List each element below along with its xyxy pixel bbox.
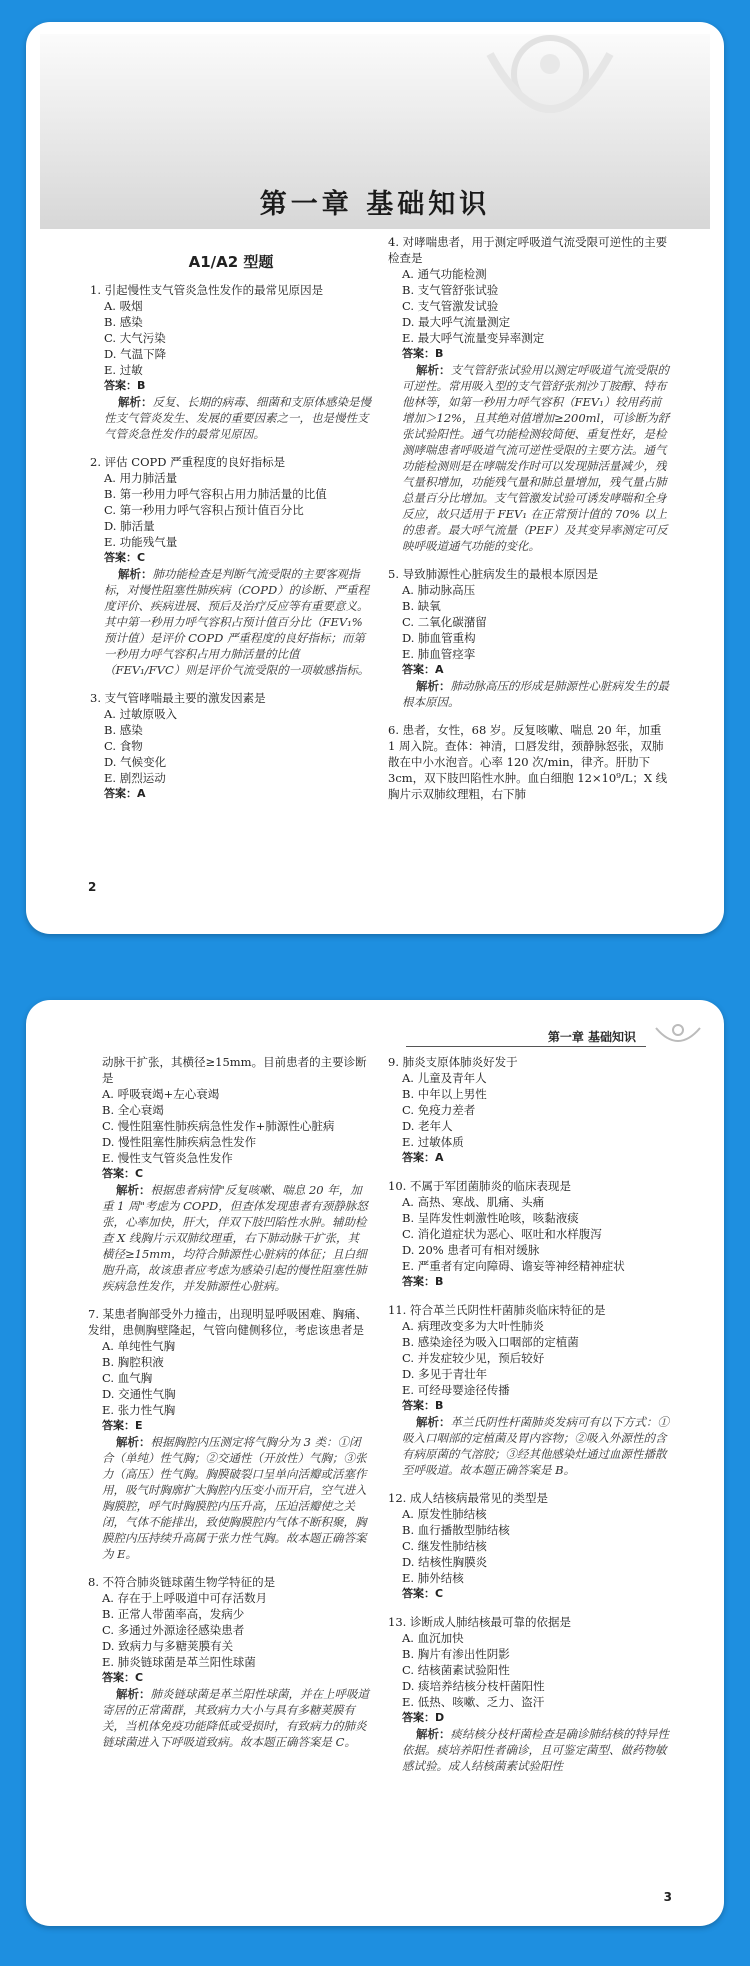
answer-key: 答案：D	[402, 1711, 445, 1724]
question-block	[88, 1306, 370, 1562]
answer-option: D. 肺活量	[104, 519, 155, 533]
header-title: 第一章 基础知识	[547, 1030, 636, 1044]
question-text: 8. 不符合肺炎链球菌生物学特征的是	[88, 1575, 276, 1589]
explanation	[90, 394, 372, 442]
answer-option: E. 张力性气胸	[102, 1403, 176, 1417]
explanation-label: 解析：	[416, 679, 451, 693]
answer-option: A. 原发性肺结核	[402, 1507, 487, 1521]
answer-option: D. 肺血管重构	[402, 631, 476, 645]
answer-option: C. 支气管激发试验	[402, 299, 499, 313]
right-column	[388, 234, 670, 802]
question-block	[388, 722, 670, 802]
answer-option: D. 慢性阻塞性肺疾病急性发作	[102, 1135, 257, 1149]
answer-option: E. 最大呼气流量变异率测定	[402, 331, 545, 345]
right-column	[388, 1054, 670, 1774]
answer-option: B. 呈阵发性刺激性呛咳，咳黏液痰	[402, 1211, 579, 1225]
answer-option: D. 气温下降	[104, 347, 167, 361]
answer-option: C. 消化道症状为恶心、呕吐和水样腹泻	[402, 1227, 602, 1241]
answer-option: D. 痰培养结核分枝杆菌阳性	[402, 1679, 545, 1693]
answer-option: C. 并发症较少见，预后较好	[402, 1351, 545, 1365]
answer-option: C. 结核菌素试验阳性	[402, 1663, 510, 1677]
answer-option: E. 肺血管痉挛	[402, 647, 476, 661]
explanation-text: 痰结核分枝杆菌检查是确诊肺结核的特异性依据。痰培养阳性者确诊，且可鉴定菌型、做药物敏感试验。成人结核菌素试验阳性	[402, 1727, 669, 1773]
answer-option: A. 过敏原吸入	[104, 707, 178, 721]
question-block	[388, 566, 670, 710]
answer-option: D. 气候变化	[104, 755, 167, 769]
answer-option: A. 单纯性气胸	[102, 1339, 176, 1353]
explanation-text: 支气管舒张试验用以测定呼吸道气流受限的可逆性。常用吸入型的支气管舒张剂沙丁胺醇、特布他林等，如第一秒用力呼气容积（FEV₁）较用药前增加＞12%，且其绝对值增加≥200ml，可诊断为舒张试验阳性。通气功能检测较简便、重复性好，是检测哮喘患者呼吸道气流可逆性受限的主要方法。通气功能检测则是在哮喘发作时可以发现肺活量减少，残气量积增加，功能残气量和肺总量增加，残气量占肺总量百分比增加。支气管激发试验可诱发哮喘和全身反应，故只适用于 FEV₁ 在正常预计值的 70% 以上的患者。最大呼气流量（PEF）及其变异率测定可反映呼吸道通气功能的变化。	[402, 363, 670, 553]
answer-option: A. 肺动脉高压	[402, 583, 476, 597]
running-header	[406, 1026, 706, 1048]
question-block	[88, 1054, 370, 1294]
answer-option: D. 交通性气胸	[102, 1387, 176, 1401]
answer-option: E. 低热、咳嗽、乏力、盗汗	[402, 1695, 545, 1709]
answer-option: E. 剧烈运动	[104, 771, 166, 785]
answer-key: 答案：A	[104, 787, 146, 800]
answer-option: B. 血行播散型肺结核	[402, 1523, 510, 1537]
question-block	[388, 1178, 670, 1290]
page-3	[26, 1000, 724, 1926]
answer-option: C. 血气胸	[102, 1371, 153, 1385]
answer-option: C. 二氧化碳潴留	[402, 615, 487, 629]
explanation-text: 肺动脉高压的形成是肺源性心脏病发生的最根本原因。	[402, 679, 669, 709]
explanation-text: 肺功能检查是判断气流受限的主要客观指标，对慢性阻塞性肺疾病（COPD）的诊断、严重程度评价、疾病进展、预后及治疗反应等有重要意义。其中第一秒用力呼气容积占预计值百分比（FEV₁% 预计值）是评价 COPD 严重程度的良好指标；而第一秒用力呼气容积占用力肺活量的比值（FEV₁/FVC）则是评价气流受限的一项敏感指标。	[104, 567, 370, 677]
answer-key: 答案：C	[402, 1587, 444, 1600]
chapter-title: 第一章 基础知识	[259, 189, 491, 220]
question-text: 1. 引起慢性支气管炎急性发作的最常见原因是	[90, 283, 324, 297]
answer-option: E. 肺炎链球菌是革兰阳性球菌	[102, 1655, 256, 1669]
question-text: 10. 不属于军团菌肺炎的临床表现是	[388, 1179, 571, 1193]
explanation-text: 肺炎链球菌是革兰阳性球菌，并在上呼吸道寄居的正常菌群，其致病力大小与具有多糖荚膜有关，当机体免疫功能降低或受损时，有致病力的肺炎链球菌进入下呼吸道致病。故本题正确答案是 C。	[102, 1687, 369, 1749]
answer-option: C. 大气污染	[104, 331, 166, 345]
answer-option: D. 老年人	[402, 1119, 453, 1133]
answer-option: A. 高热、寒战、肌痛、头痛	[402, 1195, 545, 1209]
answer-option: B. 胸片有渗出性阴影	[402, 1647, 510, 1661]
question-block	[388, 1054, 670, 1166]
answer-key: 答案：A	[402, 663, 444, 676]
answer-option: C. 食物	[104, 739, 143, 753]
answer-option: D. 结核性胸膜炎	[402, 1555, 488, 1569]
question-text: 4. 对哮喘患者，用于测定呼吸道气流受限可逆性的主要检查是	[388, 235, 668, 265]
explanation	[388, 1726, 670, 1774]
question-block	[388, 1490, 670, 1602]
answer-option: D. 20% 患者可有相对缓脉	[402, 1243, 540, 1257]
question-text: 3. 支气管哮喘最主要的激发因素是	[90, 691, 266, 705]
explanation-label: 解析：	[118, 395, 153, 409]
question-block	[388, 234, 670, 554]
explanation	[88, 1686, 370, 1750]
left-column	[90, 244, 372, 802]
answer-key: 答案：B	[402, 347, 444, 360]
question-block	[88, 1574, 370, 1750]
explanation-label: 解析：	[116, 1687, 151, 1701]
answer-option: B. 缺氧	[402, 599, 441, 613]
answer-option: C. 免疫力差者	[402, 1103, 476, 1117]
question-text: 6. 患者，女性，68 岁。反复咳嗽、喘息 20 年，加重 1 周入院。查体：神清，口唇发绀，颈静脉怒张，双肺散在中小水泡音。心率 120 次/min，律齐。肝肋下 3cm，双下肢凹陷性水肿。血白细胞 12×10⁹/L；X 线胸片示双肺纹理粗，右下肺	[388, 723, 668, 801]
answer-key: 答案：C	[102, 1167, 144, 1180]
answer-key: 答案：B	[402, 1275, 444, 1288]
answer-option: B. 感染	[104, 723, 143, 737]
question-block	[90, 690, 372, 802]
page-number: 2	[88, 880, 97, 894]
answer-option: A. 病理改变多为大叶性肺炎	[402, 1319, 545, 1333]
answer-option: A. 用力肺活量	[104, 471, 178, 485]
question-block	[388, 1302, 670, 1478]
explanation	[388, 362, 670, 554]
explanation-text: 根据胸腔内压测定将气胸分为 3 类：①闭合（单纯）性气胸；②交通性（开放性）气胸；③张力（高压）性气胸。胸膜破裂口呈单向活瓣或活塞作用，吸气时胸廓扩大胸腔内压变小而开启，空气进入胸膜腔，呼气时胸膜腔内压升高，压迫活瓣使之关闭，气体不能排出，致使胸膜腔内气体不断积聚，胸膜腔内压持续升高属于张力性气胸。故本题正确答案为 E。	[102, 1435, 367, 1561]
chapter-banner	[40, 34, 710, 229]
explanation-text: 根据患者病情"反复咳嗽、喘息 20 年，加重 1 周"考虑为 COPD，但查体发现患者有颈静脉怒张，心率加快，肝大，伴双下肢凹陷性水肿。辅助检查 X 线胸片示双肺纹理重，右下肺动脉干扩张，其横径≥15mm，均符合肺源性心脏病的体征；且白细胞升高，故该患者应考虑为感染引起的慢性阻塞性肺疾病急性发作，并发肺源性心脏病。	[102, 1183, 368, 1293]
question-block	[388, 1614, 670, 1774]
answer-key: 答案：E	[102, 1419, 143, 1432]
answer-option: A. 血沉加快	[402, 1631, 464, 1645]
answer-option: D. 致病力与多糖荚膜有关	[102, 1639, 234, 1653]
question-text: 9. 肺炎支原体肺炎好发于	[388, 1055, 518, 1069]
explanation-label: 解析：	[118, 567, 153, 581]
answer-option: A. 呼吸衰竭+左心衰竭	[102, 1087, 220, 1101]
explanation	[88, 1434, 370, 1562]
answer-option: A. 存在于上呼吸道中可存活数月	[102, 1591, 268, 1605]
question-block	[90, 282, 372, 442]
question-text: 13. 诊断成人肺结核最可靠的依据是	[388, 1615, 571, 1629]
answer-key: 答案：B	[104, 379, 146, 392]
answer-key: 答案：B	[402, 1399, 444, 1412]
explanation-label: 解析：	[416, 1415, 451, 1429]
answer-option: C. 慢性阻塞性肺疾病急性发作+肺源性心脏病	[102, 1119, 335, 1133]
answer-option: E. 过敏体质	[402, 1135, 464, 1149]
answer-option: C. 继发性肺结核	[402, 1539, 487, 1553]
answer-key: 答案：C	[102, 1671, 144, 1684]
question-text: 2. 评估 COPD 严重程度的良好指标是	[90, 455, 286, 469]
answer-key: 答案：A	[402, 1151, 444, 1164]
header-logo-icon	[650, 1020, 706, 1050]
answer-option: E. 慢性支气管炎急性发作	[102, 1151, 233, 1165]
question-text: 7. 某患者胸部受外力撞击，出现明显呼吸困难、胸痛、发绀，患侧胸壁隆起，气管向健侧移位，考虑该患者是	[88, 1307, 368, 1337]
explanation-label: 解析：	[116, 1435, 151, 1449]
answer-option: E. 肺外结核	[402, 1571, 464, 1585]
answer-option: C. 第一秒用力呼气容积占预计值百分比	[104, 503, 304, 517]
answer-option: E. 功能残气量	[104, 535, 178, 549]
answer-option: C. 多通过外源途径感染患者	[102, 1623, 245, 1637]
explanation-label: 解析：	[116, 1183, 151, 1197]
answer-option: D. 最大呼气流量测定	[402, 315, 511, 329]
section-title: A1/A2 型题	[188, 253, 274, 271]
answer-option: B. 全心衰竭	[102, 1103, 164, 1117]
question-text: 11. 符合革兰氏阴性杆菌肺炎临床特征的是	[388, 1303, 606, 1317]
answer-option: B. 感染途径为吸入口咽部的定植菌	[402, 1335, 579, 1349]
answer-option: B. 感染	[104, 315, 143, 329]
logo-watermark-icon	[450, 34, 650, 154]
explanation	[388, 678, 670, 710]
answer-option: B. 胸腔积液	[102, 1355, 164, 1369]
question-text: 12. 成人结核病最常见的类型是	[388, 1491, 548, 1505]
explanation-text: 反复、长期的病毒、细菌和支原体感染是慢性支气管炎发生、发展的重要因素之一，也是慢性支气管炎急性发作的最常见原因。	[104, 395, 371, 441]
explanation	[90, 566, 372, 678]
answer-option: B. 第一秒用力呼气容积占用力肺活量的比值	[104, 487, 327, 501]
explanation-label: 解析：	[416, 363, 451, 377]
explanation-text: 革兰氏阴性杆菌肺炎发病可有以下方式：①吸入口咽部的定植菌及胃内容物；②吸入外源性的含有病原菌的气溶胶；③经其他感染灶通过血源性播散至呼吸道。故本题正确答案是 B。	[402, 1415, 669, 1477]
explanation	[88, 1182, 370, 1294]
answer-option: E. 可经母婴途径传播	[402, 1383, 510, 1397]
answer-option: D. 多见于青壮年	[402, 1367, 488, 1381]
answer-option: B. 正常人带菌率高，发病少	[102, 1607, 245, 1621]
answer-option: A. 吸烟	[104, 299, 143, 313]
answer-option: E. 严重者有定向障碍、谵妄等神经精神症状	[402, 1259, 625, 1273]
answer-option: A. 儿童及青年人	[402, 1071, 487, 1085]
question-text: 5. 导致肺源性心脏病发生的最根本原因是	[388, 567, 599, 581]
answer-option: A. 通气功能检测	[402, 267, 487, 281]
question-block	[90, 454, 372, 678]
explanation-label: 解析：	[416, 1727, 451, 1741]
answer-option: B. 支气管舒张试验	[402, 283, 499, 297]
answer-option: B. 中年以上男性	[402, 1087, 487, 1101]
answer-key: 答案：C	[104, 551, 146, 564]
left-column	[88, 1054, 370, 1750]
page-number: 3	[663, 1890, 672, 1904]
explanation	[388, 1414, 670, 1478]
answer-option: E. 过敏	[104, 363, 143, 377]
page-2	[26, 22, 724, 934]
question-text: 动脉干扩张，其横径≥15mm。目前患者的主要诊断是	[102, 1055, 367, 1085]
